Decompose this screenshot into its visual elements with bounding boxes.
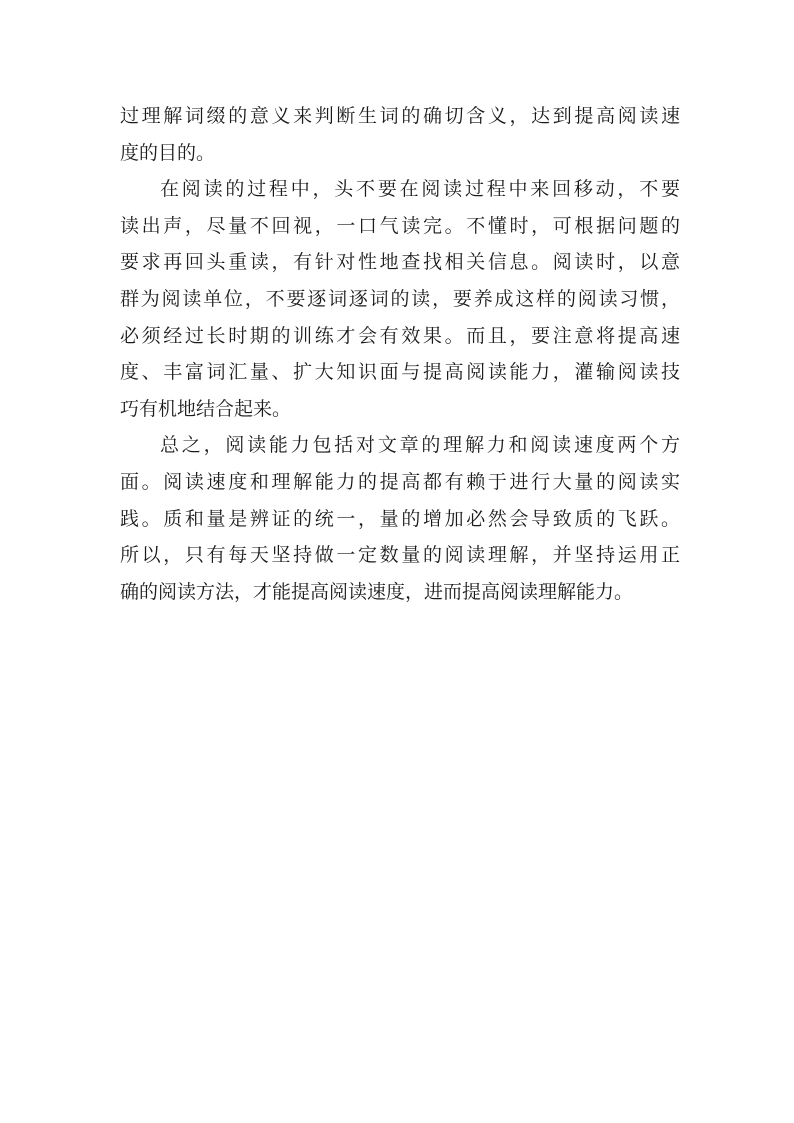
paragraph-2-line-4: 群为阅读单位，不要逐词逐词的读，要养成这样的阅读习惯， <box>120 287 680 310</box>
paragraph-3-line-4: 所以，只有每天坚持做一定数量的阅读理解，并坚持运用正 <box>120 544 680 567</box>
paragraph-3 <box>120 427 680 610</box>
paragraph-3-line-1: 总之，阅读能力包括对文章的理解力和阅读速度两个方 <box>160 434 680 457</box>
paragraph-2-line-2: 读出声，尽量不回视，一口气读完。不懂时，可根据问题的 <box>120 214 680 237</box>
paragraph-3-line-5: 确的阅读方法，才能提高阅读速度，进而提高阅读理解能力。 <box>120 580 634 603</box>
paragraph-2 <box>120 171 680 427</box>
paragraph-2-line-5: 必须经过长时期的训练才会有效果。而且，要注意将提高速 <box>120 324 680 347</box>
paragraph-1-line-2: 度的目的。 <box>120 141 216 164</box>
paragraph-2-line-1: 在阅读的过程中，头不要在阅读过程中来回移动，不要 <box>160 178 680 201</box>
paragraph-2-line-7: 巧有机地结合起来。 <box>120 397 292 420</box>
paragraph-3-line-3: 践。质和量是辨证的统一，量的增加必然会导致质的飞跃。 <box>120 507 680 530</box>
paragraph-3-line-2: 面。阅读速度和理解能力的提高都有赖于进行大量的阅读实 <box>120 470 680 493</box>
paragraph-1-line-1: 过理解词缀的意义来判断生词的确切含义，达到提高阅读速 <box>120 105 680 127</box>
document-body <box>120 98 680 610</box>
paragraph-2-line-6: 度、丰富词汇量、扩大知识面与提高阅读能力，灌输阅读技 <box>120 361 680 384</box>
paragraph-1 <box>120 98 680 171</box>
paragraph-2-line-3: 要求再回头重读，有针对性地查找相关信息。阅读时，以意 <box>120 251 680 274</box>
